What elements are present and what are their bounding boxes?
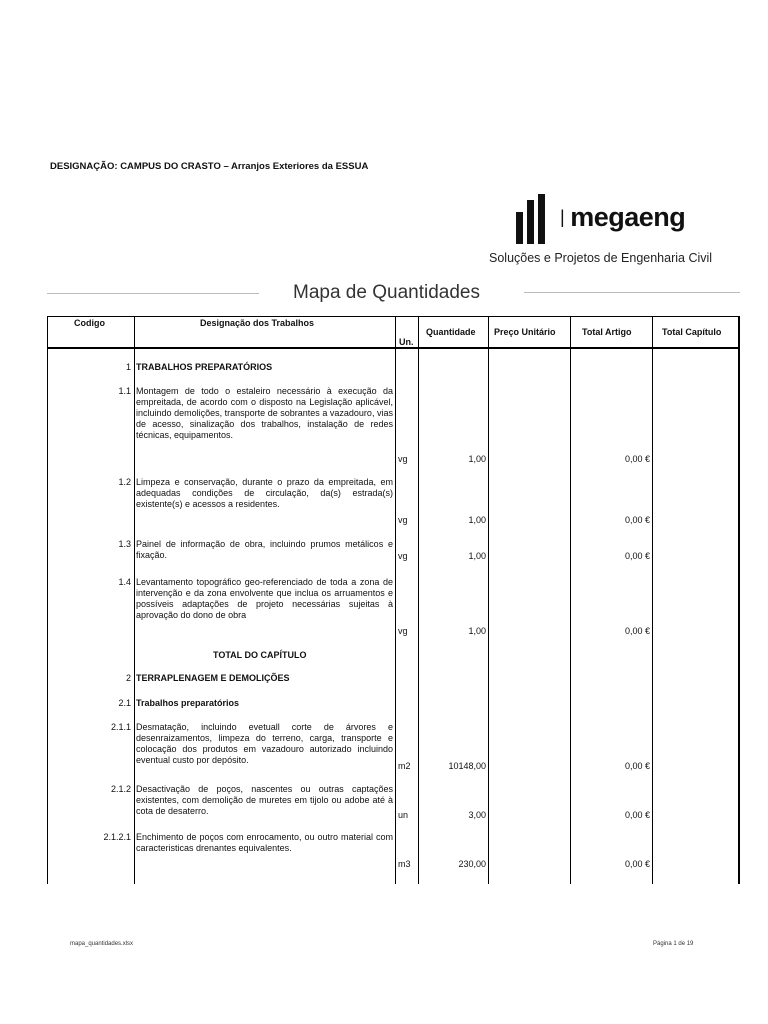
row-total-artigo: 0,00 € bbox=[624, 761, 650, 771]
row-total-artigo: 0,00 € bbox=[624, 626, 650, 636]
row-quantity: 1,00 bbox=[468, 454, 486, 464]
row-quantity: 1,00 bbox=[468, 515, 486, 525]
column-divider bbox=[395, 316, 396, 884]
table-right-border bbox=[738, 316, 740, 884]
row-code: 2.1 bbox=[118, 698, 131, 708]
tagline: Soluções e Projetos de Engenharia Civil bbox=[489, 251, 713, 265]
row-code: 1.1 bbox=[118, 386, 131, 396]
row-code: 1 bbox=[125, 362, 131, 372]
row-unit: m3 bbox=[398, 859, 411, 869]
column-divider bbox=[134, 316, 135, 884]
header-preco-unitario: Preço Unitário bbox=[494, 327, 556, 337]
header-codigo: Codigo bbox=[74, 318, 105, 328]
row-unit: vg bbox=[398, 515, 408, 525]
row-code: 2.1.2.1 bbox=[103, 832, 131, 842]
megaeng-logo bbox=[516, 190, 716, 248]
row-total-artigo: 0,00 € bbox=[624, 454, 650, 464]
header-quantidade: Quantidade bbox=[426, 327, 476, 337]
row-quantity: 1,00 bbox=[468, 626, 486, 636]
page-title: Mapa de Quantidades bbox=[293, 282, 480, 303]
column-divider bbox=[570, 316, 571, 884]
row-unit: vg bbox=[398, 454, 408, 464]
column-divider bbox=[652, 316, 653, 884]
row-total-artigo: 0,00 € bbox=[624, 859, 650, 869]
row-code: 1.4 bbox=[118, 577, 131, 587]
row-description: Painel de informação de obra, incluindo prumos metálicos e fixação. bbox=[136, 539, 393, 560]
designacao-heading: DESIGNAÇÃO: CAMPUS DO CRASTO – Arranjos Exteriores da ESSUA bbox=[50, 161, 369, 172]
header-total-capitulo: Total Capítulo bbox=[662, 327, 722, 337]
row-description: Desmatação, incluindo evetuall corte de árvores e desenraizamentos, limpeza do terreno, carga, transporte e colocação dos produtos em vazadouro autorizado incluindo eventual custo por depósito. bbox=[136, 722, 393, 765]
header-total-artigo: Total Artigo bbox=[582, 327, 632, 337]
row-description: Desactivação de poços, nascentes ou outras captações existentes, com demolição de muretes em tijolo ou adobe até à cota de desaterro. bbox=[136, 784, 393, 816]
row-unit: un bbox=[398, 810, 409, 820]
row-total-artigo: 0,00 € bbox=[624, 551, 650, 561]
row-code: 1.2 bbox=[118, 477, 131, 487]
row-code: 2.1.1 bbox=[110, 722, 131, 732]
row-code: 2 bbox=[125, 673, 131, 683]
row-code: 1.3 bbox=[118, 539, 131, 549]
column-divider bbox=[418, 316, 419, 884]
row-unit: m2 bbox=[398, 761, 411, 771]
row-unit: vg bbox=[398, 626, 408, 636]
table-header-divider bbox=[47, 347, 740, 349]
row-description: TERRAPLENAGEM E DEMOLIÇÕES bbox=[136, 673, 290, 683]
row-description: Montagem de todo o estaleiro necessário à execução da empreitada, de acordo com o disposto na Legislação aplicável, incluindo demolições, transporte de sobrantes a vazadouro, vias de acesso, sinalização dos trabalhos, instalação de redes técnicas, equipamentos. bbox=[136, 386, 393, 440]
row-quantity: 3,00 bbox=[468, 810, 486, 820]
row-description: Trabalhos preparatórios bbox=[136, 698, 240, 708]
footer-filename: mapa_quantidades.xlsx bbox=[70, 941, 134, 947]
row-unit: vg bbox=[398, 551, 408, 561]
chapter-total-label: TOTAL DO CAPÍTULO bbox=[213, 650, 307, 660]
header-designacao: Designação dos Trabalhos bbox=[200, 318, 315, 328]
row-description: Enchimento de poços com enrocamento, ou outro material com caracteristicas drenantes equivalentes. bbox=[136, 832, 393, 853]
header-un: Un. bbox=[399, 337, 414, 347]
row-code: 2.1.2 bbox=[110, 784, 131, 794]
column-divider bbox=[488, 316, 489, 884]
row-quantity: 10148,00 bbox=[448, 761, 486, 771]
row-quantity: 230,00 bbox=[458, 859, 486, 869]
row-description: Levantamento topográfico geo-referenciado de toda a zona de intervenção e da zona envolvente que inclua os arruamentos e possíveis adaptações de projeto necessárias sujeitas à aprovação do dono de obra bbox=[136, 577, 393, 620]
row-quantity: 1,00 bbox=[468, 551, 486, 561]
row-description: Limpeza e conservação, durante o prazo da empreitada, em adequadas condições de circulação, da(s) estrada(s) existente(s) e acessos a residentes. bbox=[136, 477, 393, 509]
row-total-artigo: 0,00 € bbox=[624, 515, 650, 525]
footer-page-number: Página 1 de 19 bbox=[653, 941, 694, 947]
row-description: TRABALHOS PREPARATÓRIOS bbox=[136, 362, 273, 372]
row-total-artigo: 0,00 € bbox=[624, 810, 650, 820]
title-rule-left bbox=[47, 293, 259, 294]
title-rule-right bbox=[524, 292, 740, 293]
logo-bars-icon bbox=[516, 194, 550, 244]
logo-wordmark: | megaeng bbox=[560, 202, 686, 232]
